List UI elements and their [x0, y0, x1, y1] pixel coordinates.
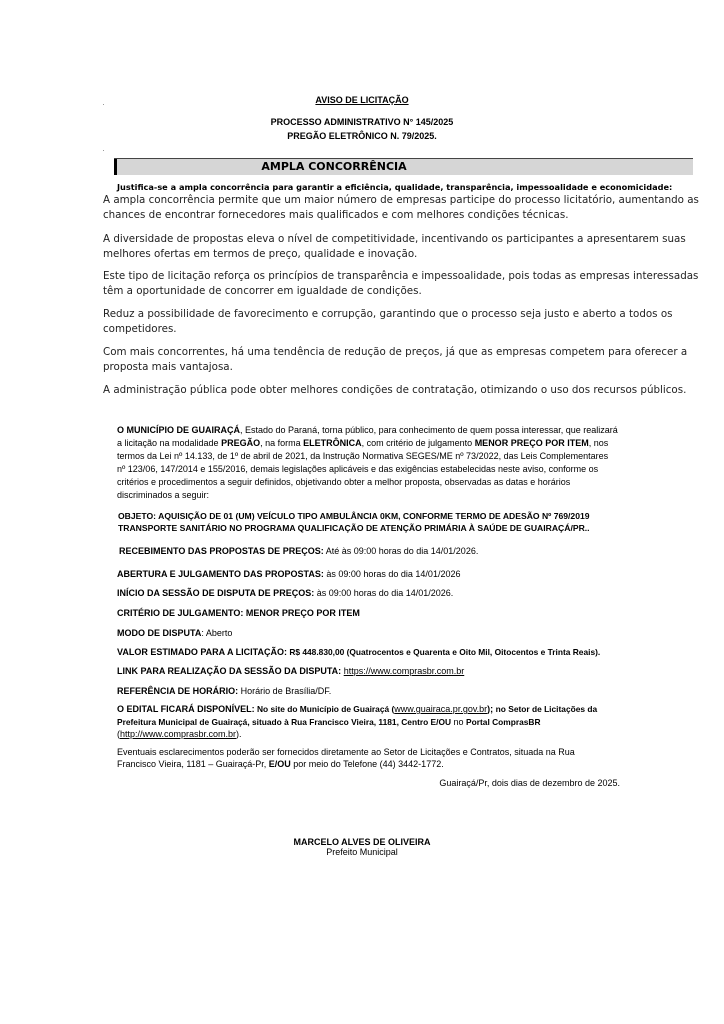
intro-line4: nº 123/06, 147/2014 e 155/2016, demais legislações aplicáveis e das exigências estabelecidas neste aviso, conforme os — [117, 464, 599, 474]
justification-p2-line2: melhores ofertas em termos de preço, qualidade e inovação. — [103, 248, 418, 260]
signatory-name: MARCELO ALVES DE OLIVEIRA — [293, 837, 431, 847]
municipality-site-link[interactable]: www.guairaca.pr.gov.br — [394, 704, 488, 714]
stray-dot — [103, 104, 104, 105]
edital-line1: O EDITAL FICARÁ DISPONÍVEL: No site do Município de Guairaçá (www.guairaca.pr.gov.br); no Setor de Licitações da — [117, 704, 598, 714]
intro-line2: a licitação na modalidade PREGÃO, na forma ELETRÔNICA, com critério de julgamento MENOR PREÇO POR ITEM, nos — [117, 438, 609, 448]
opening-line: ABERTURA E JULGAMENTO DAS PROPOSTAS: às 09:00 horas do dia 14/01/2026 — [117, 569, 461, 579]
justification-p2-line1: A diversidade de propostas eleva o nível de competitividade, incentivando os participantes a apresentarem suas — [103, 233, 686, 245]
justification-heading: Justifica-se a ampla concorrência para garantir a eficiência, qualidade, transparência, impessoalidade e economicidade: — [117, 182, 673, 192]
intro-line3: termos da Lei nº 14.133, de 1º de abril de 2021, da Instrução Normativa SEGES/ME nº 73/2022, das Leis Complementares — [117, 451, 609, 461]
justification-p5-line2: proposta mais vantajosa. — [103, 361, 233, 373]
receipt-line: RECEBIMENTO DAS PROPOSTAS DE PREÇOS: Até às 09:00 horas do dia 14/01/2026. — [119, 546, 479, 556]
signatory-role: Prefeito Municipal — [326, 847, 398, 857]
edital-line3: (http://www.comprasbr.com.br). — [117, 729, 242, 739]
notice-title: AVISO DE LICITAÇÃO — [315, 95, 409, 105]
banner-title: AMPLA CONCORRÊNCIA — [261, 160, 407, 173]
modality: PREGÃO — [221, 438, 261, 448]
intro-line6: discriminados a seguir: — [117, 490, 210, 500]
time-reference-line: REFERÊNCIA DE HORÁRIO: Horário de Brasília/DF. — [117, 686, 332, 696]
intro-line5: critérios e procedimentos a seguir definidos, objetivando obter a melhor proposta, observadas as datas e horários — [117, 477, 571, 487]
justification-p3-line1: Este tipo de licitação reforça os princípios de transparência e impessoalidade, pois todas as empresas interessadas — [103, 270, 699, 282]
justification-p4-line2: competidores. — [103, 323, 177, 335]
object-line2: TRANSPORTE SANITÁRIO NO PROGRAMA QUALIFICAÇÃO DE ATENÇÃO PRIMÁRIA À SAÚDE DE GUAIRAÇÁ/PR.. — [118, 523, 590, 533]
form: ELETRÔNICA — [303, 438, 362, 448]
criterion-line: CRITÉRIO DE JULGAMENTO: MENOR PREÇO POR ITEM — [117, 608, 360, 618]
clarifications-line1: Eventuais esclarecimentos poderão ser fornecidos diretamente ao Setor de Licitações e Contratos, situada na Rua — [117, 747, 575, 757]
session-link-line: LINK PARA REALIZAÇÃO DA SESSÃO DA DISPUTA: https://www.comprasbr.com.br — [117, 666, 465, 676]
criterion: MENOR PREÇO POR ITEM — [474, 438, 589, 448]
justification-p1-line2: chances de encontrar fornecedores mais qualificados e com melhores condições técnicas. — [103, 209, 569, 221]
edital-line2: Prefeitura Municipal de Guairaçá, situado à Rua Francisco Vieira, 1181, Centro E/OU no Portal ComprasBR — [117, 717, 541, 727]
object-line1: OBJETO: AQUISIÇÃO DE 01 (UM) VEÍCULO TIPO AMBULÂNCIA 0KM, CONFORME TERMO DE ADESÃO Nº 769/2019 — [118, 511, 590, 521]
process-number: PROCESSO ADMINISTRATIVO N° 145/2025 — [270, 117, 454, 127]
justification-p5-line1: Com mais concorrentes, há uma tendência de redução de preços, já que as empresas competem para oferecer a — [103, 346, 688, 358]
comprasbr-link[interactable]: https://www.comprasbr.com.br — [343, 666, 465, 676]
entity-name: O MUNICÍPIO DE GUAIRAÇÁ — [117, 425, 241, 435]
clarifications-line2: Francisco Vieira, 1181 – Guairaçá-Pr, E/OU por meio do Telefone (44) 3442-1772. — [117, 759, 444, 769]
date-line: Guairaçá/Pr, dois dias de dezembro de 2025. — [439, 778, 620, 788]
stray-dot — [103, 150, 104, 151]
justification-p1-line1: A ampla concorrência permite que um maior número de empresas participe do processo licitatório, aumentando as — [103, 194, 699, 206]
justification-p6: A administração pública pode obter melhores condições de contratação, otimizando o uso dos recursos públicos. — [103, 384, 687, 396]
estimated-value-line: VALOR ESTIMADO PARA A LICITAÇÃO: R$ 448.830,00 (Quatrocentos e Quarenta e Oito Mil, Oitocentos e Trinta Reais). — [117, 647, 601, 657]
comprasbr-portal-link[interactable]: http://www.comprasbr.com.br — [120, 729, 237, 739]
dispute-mode-line: MODO DE DISPUTA: Aberto — [117, 628, 233, 638]
auction-number: PREGÃO ELETRÔNICO N. 79/2025. — [287, 131, 437, 141]
session-start-line: INÍCIO DA SESSÃO DE DISPUTA DE PREÇOS: às 09:00 horas do dia 14/01/2026. — [117, 588, 454, 598]
intro-line1: O MUNICÍPIO DE GUAIRAÇÁ, Estado do Paraná, torna público, para conhecimento de quem possa interessar, que realizará — [117, 425, 618, 435]
justification-p3-line2: têm a oportunidade de concorrer em igualdade de condições. — [103, 285, 422, 297]
justification-p4-line1: Reduz a possibilidade de favorecimento e corrupção, garantindo que o processo seja justo e aberto a todos os — [103, 308, 673, 320]
